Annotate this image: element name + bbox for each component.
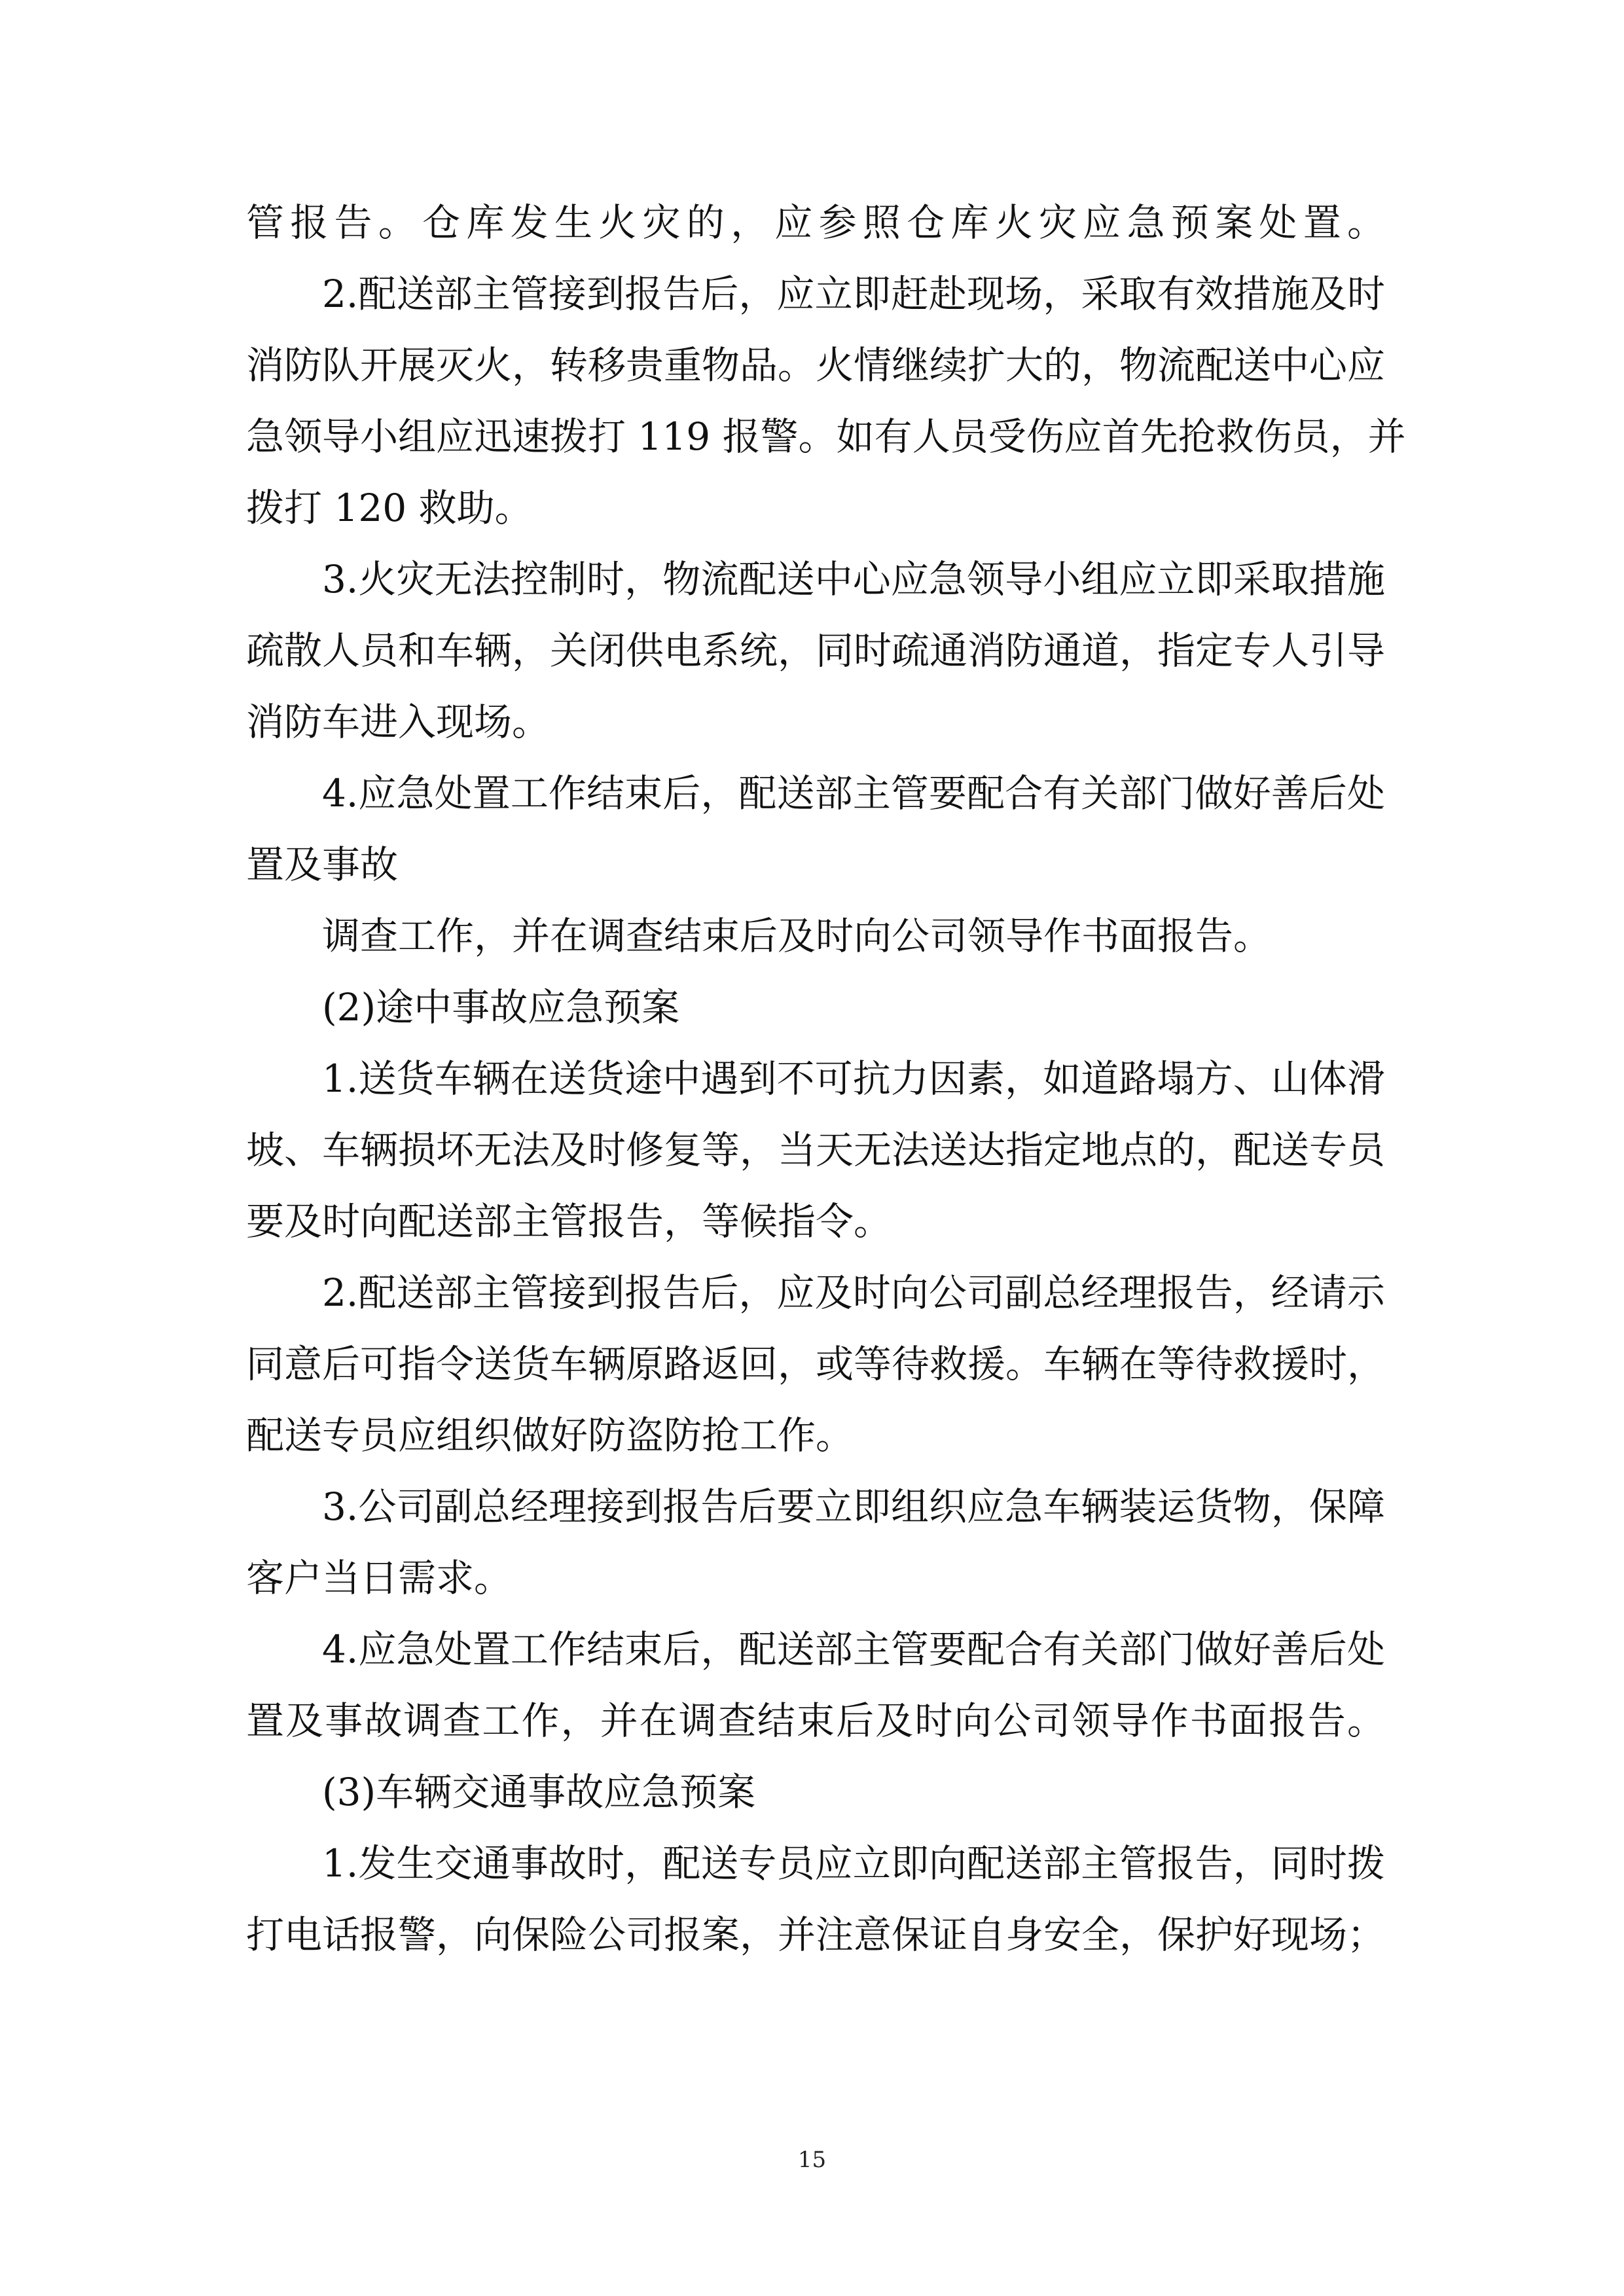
text-line: 置及事故调查工作，并在调查结束后及时向公司领导作书面报告。: [246, 1698, 1385, 1743]
section-heading: (3)车辆交通事故应急预案: [322, 1770, 756, 1814]
section-heading: (2)途中事故应急预案: [322, 985, 680, 1030]
text-line: 4.应急处置工作结束后，配送部主管要配合有关部门做好善后处: [322, 1627, 1385, 1672]
text-line: 同意后可指令送货车辆原路返回，或等待救援。车辆在等待救援时，: [246, 1342, 1386, 1386]
text-line: 3.火灾无法控制时，物流配送中心应急领导小组应立即采取措施: [322, 557, 1385, 601]
text-line: 消防队开展灭火，转移贵重物品。火情继续扩大的，物流配送中心应: [246, 343, 1386, 387]
text-line: 置及事故: [246, 842, 399, 887]
text-line: 4.应急处置工作结束后，配送部主管要配合有关部门做好善后处: [322, 771, 1385, 816]
text-line: 疏散人员和车辆，关闭供电系统，同时疏通消防通道，指定专人引导: [246, 628, 1386, 673]
text-line: 拨打 120 救助。: [246, 486, 533, 530]
text-line: 配送专员应组织做好防盗防抢工作。: [246, 1413, 854, 1458]
text-line: 坡、车辆损坏无法及时修复等，当天无法送达指定地点的，配送专员: [246, 1128, 1386, 1172]
text-line: 1.发生交通事故时，配送专员应立即向配送部主管报告，同时拨: [322, 1841, 1385, 1886]
text-line: 打电话报警，向保险公司报案，并注意保证自身安全，保护好现场；: [246, 1912, 1386, 1957]
text-line: 要及时向配送部主管报告，等候指令。: [246, 1199, 892, 1244]
text-line: 客户当日需求。: [246, 1556, 513, 1600]
text-line: 管报告。仓库发生火灾的，应参照仓库火灾应急预案处置。: [246, 200, 1385, 245]
page-number: 15: [797, 2147, 827, 2173]
text-line: 急领导小组应迅速拨打 119 报警。如有人员受伤应首先抢救伤员，并: [246, 414, 1406, 459]
text-line: 调查工作，并在调查结束后及时向公司领导作书面报告。: [322, 914, 1272, 958]
text-line: 3.公司副总经理接到报告后要立即组织应急车辆装运货物，保障: [322, 1484, 1385, 1529]
text-line: 消防车进入现场。: [246, 700, 550, 744]
text-line: 2.配送部主管接到报告后，应及时向公司副总经理报告，经请示: [322, 1270, 1385, 1315]
text-line: 1.送货车辆在送货途中遇到不可抗力因素，如道路塌方、山体滑: [322, 1056, 1385, 1101]
text-line: 2.配送部主管接到报告后，应立即赶赴现场，采取有效措施及时: [322, 272, 1385, 316]
